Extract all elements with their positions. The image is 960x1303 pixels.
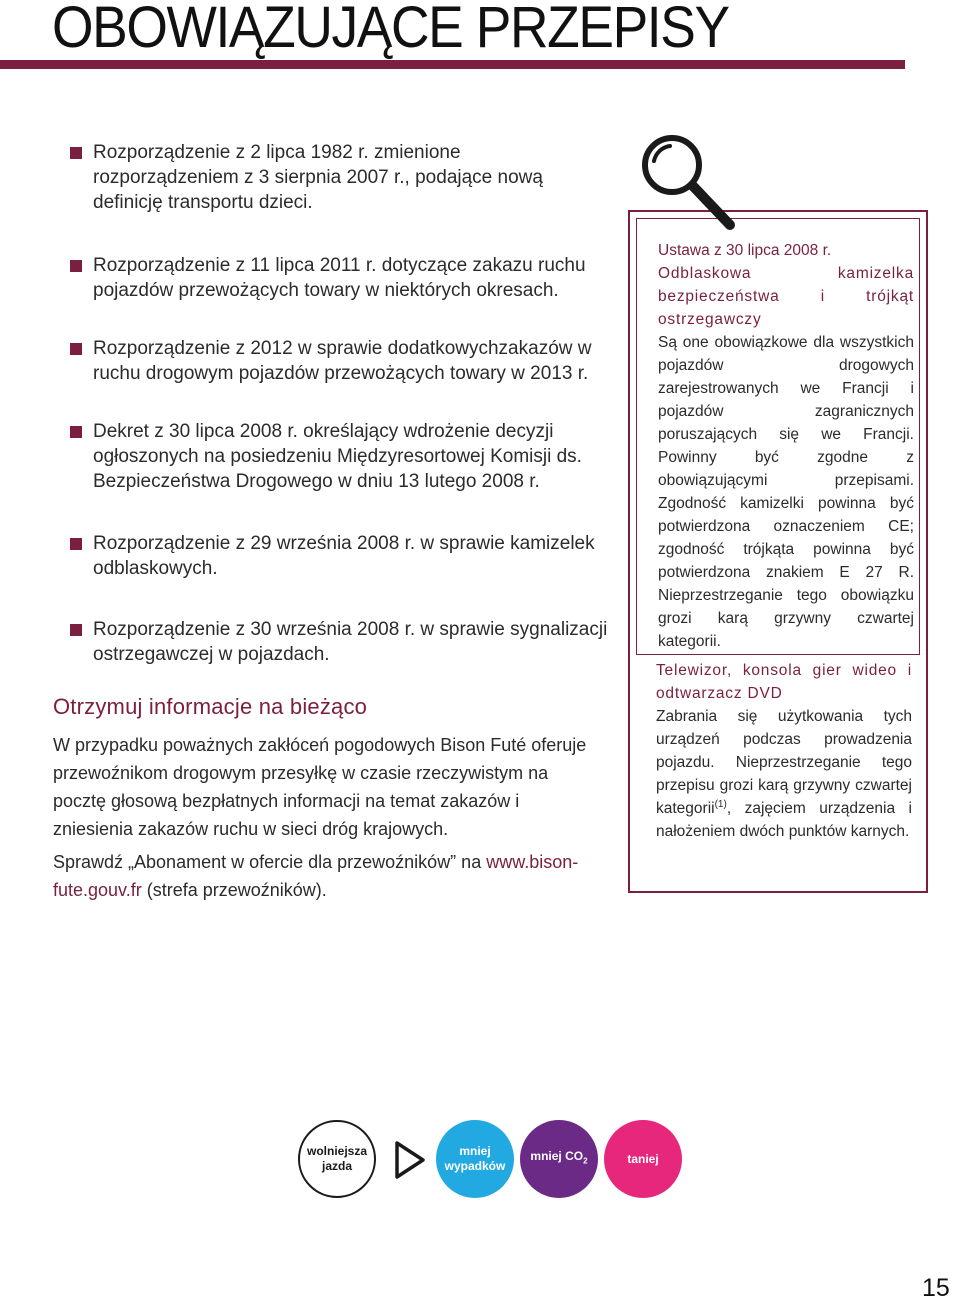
list-item: Rozporządzenie z 11 lipca 2011 r. dotyczące zakazu ruchu pojazdów przewożących towary w niektórych okresach. xyxy=(70,253,610,303)
circle-fewer-accidents: mniej wypadków xyxy=(436,1120,514,1198)
square-bullet-icon xyxy=(70,624,82,636)
square-bullet-icon xyxy=(70,147,82,159)
list-item: Rozporządzenie z 2 lipca 1982 r. zmienione rozporządzeniem z 3 sierpnia 2007 r., podające nową definicję transportu dzieci. xyxy=(70,140,610,215)
list-item: Rozporządzenie z 2012 w sprawie dodatkowychzakazów w ruchu drogowym pojazdów przewożących towary w 2013 r. xyxy=(70,336,610,386)
info-paragraph: W przypadku poważnych zakłóceń pogodowych Bison Futé oferuje przewoźnikom drogowym przesyłkę w czasie rzeczywistym na pocztę głosową bezpłatnych informacji na temat zakazów i zniesienia zakazów ruchu w sieci dróg krajowych. xyxy=(53,735,587,839)
circle-cheaper: taniej xyxy=(604,1120,682,1198)
list-item: Rozporządzenie z 29 września 2008 r. w sprawie kamizelek odblaskowych. xyxy=(70,531,610,581)
section-heading: Otrzymuj informacje na bieżąco xyxy=(53,694,368,719)
page-number: 15 xyxy=(922,1274,950,1302)
sidebar-text-vest: Ustawa z 30 lipca 2008 r. Odblaskowa kamizelka bezpieczeństwa i trójkąt ostrzegawczy Są one obowiązkowe dla wszystkich pojazdów drogowych zarejestrowanych we Francji i pojazdów zagranicznych poruszających się we Francji. Powinny być zgodne z obowiązującymi przepisami. Zgodność kamizelki powinna być potwierdzona oznaczeniem CE; zgodność trójkąta powinna być potwierdzona znakiem E 27 R. Nieprzestrzeganie tego obowiązku grozi karą grzywny czwartej kategorii. xyxy=(658,242,914,650)
list-item: Rozporządzenie z 30 września 2008 r. w sprawie sygnalizacji ostrzegawczej w pojazdach. xyxy=(70,617,610,667)
list-item: Dekret z 30 lipca 2008 r. określający wdrożenie decyzji ogłoszonych na posiedzeniu Międzyresortowej Komisji ds. Bezpieczeństwa Drogowego w dniu 13 lutego 2008 r. xyxy=(70,419,610,494)
circle-slower-driving: wolniejsza jazda xyxy=(298,1120,376,1198)
square-bullet-icon xyxy=(70,538,82,550)
play-arrow-icon xyxy=(394,1140,426,1180)
circle-less-co2: mniej $CO_2$ xyxy=(520,1120,598,1198)
subscription-paragraph: Sprawdź „Abonament w ofercie dla przewoźników” na www.bison-fute.gouv.fr (strefa przewoźników). xyxy=(53,852,579,900)
title-underline xyxy=(0,60,905,69)
regulations-list xyxy=(70,140,610,704)
benefit-circles xyxy=(298,1120,698,1200)
bison-fute-link[interactable]: www.bison-fute.gouv.fr xyxy=(53,852,579,900)
square-bullet-icon xyxy=(70,426,82,438)
page-title: OBOWIĄZUJĄCE PRZEPISY xyxy=(52,0,729,60)
square-bullet-icon xyxy=(70,343,82,355)
sidebar-text-devices: Telewizor, konsola gier wideo i odtwarzacz DVD Zabrania się użytkowania tych urządzeń podczas prowadzenia pojazdu. Nieprzestrzeganie tego przepisu grozi karą grzywny czwartej kategorii$^{(1)}$, zajęciem urządzenia i nałożeniem dwóch punktów karnych. xyxy=(656,662,912,840)
magnifying-glass-icon xyxy=(640,133,740,233)
square-bullet-icon xyxy=(70,260,82,272)
